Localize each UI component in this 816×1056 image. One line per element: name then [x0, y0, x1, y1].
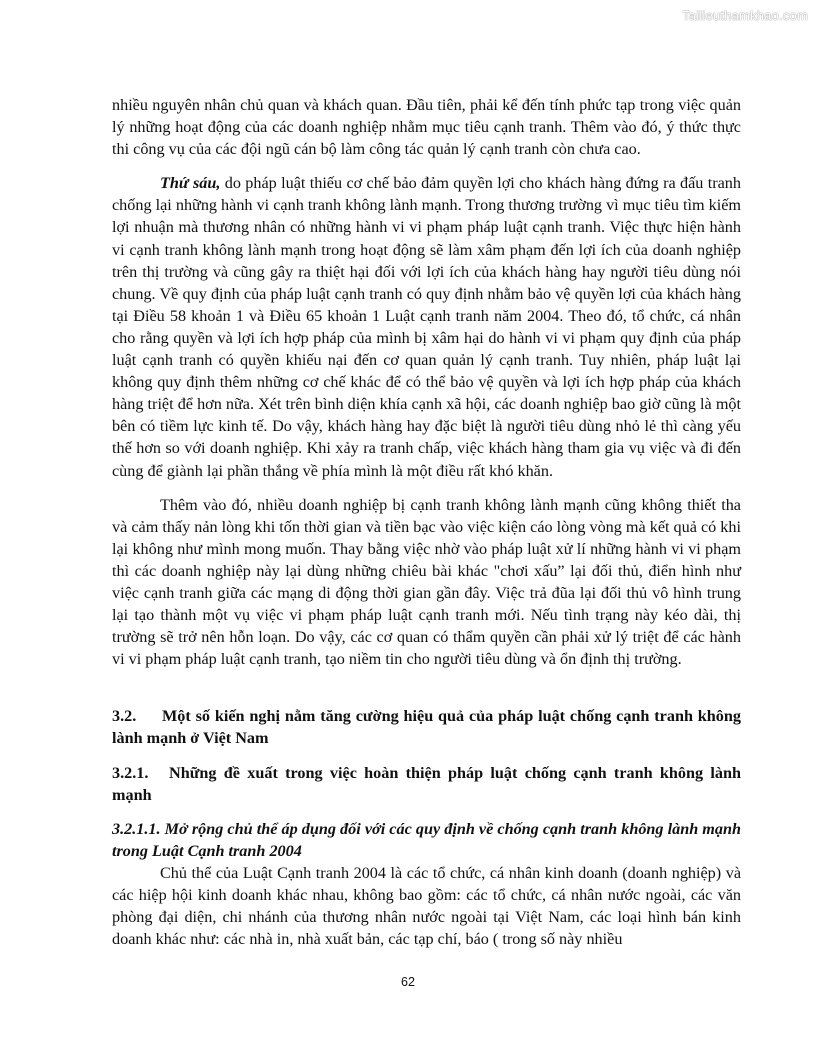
paragraph-4: Chủ thể của Luật Cạnh tranh 2004 là các tổ chức, cá nhân kinh doanh (doanh nghiệp) và các hiệp hội kinh doanh khác nhau, không bao gồm: các tổ chức, cá nhân nước ngoài, các văn phòng đại diện, chi nhánh của thương nhân nước ngoài tại Việt Nam, các loại hình bán kinh doanh khác như: các nhà in, nhà xuất bản, các tạp chí, báo ( trong số này nhiều	[112, 863, 741, 949]
paragraph-1: nhiều nguyên nhân chủ quan và khách quan. Đầu tiên, phải kể đến tính phức tạp trong việc quản lý những hoạt động của các doanh nghiệp nhằm mục tiêu cạnh tranh. Thêm vào đó, ý thức thực thi công vụ của các đội ngũ cán bộ làm công tác quản lý cạnh tranh còn chưa cao.	[112, 96, 741, 159]
heading-3-2-1-text: Những đề xuất trong việc hoàn thiện pháp luật chống cạnh tranh không lành mạnh	[112, 763, 741, 804]
paragraph-2-body: do pháp luật thiếu cơ chế bảo đảm quyền lợi cho khách hàng đứng ra đấu tranh chống lại những hành vi cạnh tranh không lành mạnh. Trong thương trường vì mục tiêu tìm kiếm lợi nhuận mà thương nhân có những hành vi vi phạm pháp luật cạnh tranh. Việc thực hiện hành vi cạnh tranh không lành mạnh trong hoạt động sẽ làm xâm phạm đến lợi ích của doanh nghiệp trên thị trường và cũng gây ra thiệt hại đối với lợi ích của khách hàng hay người tiêu dùng nói chung. Về quy định của pháp luật cạnh tranh có quy định nhằm bảo vệ quyền lợi của khách hàng tại Điều 58 khoản 1 và Điều 65 khoản 1 Luật cạnh tranh năm 2004. Theo đó, tổ chức, cá nhân cho rằng quyền và lợi ích hợp pháp của mình bị xâm hại do hành vi vi phạm quy định của pháp luật cạnh tranh có quyền khiếu nại đến cơ quan quản lý cạnh tranh. Tuy nhiên, pháp luật lại không quy định thêm những cơ chế khác để có thể bảo vệ quyền và lợi ích hợp pháp của khách hàng triệt để hơn nữa. Xét trên bình diện khía cạnh xã hội, các doanh nghiệp bao giờ cũng là một bên có tiềm lực kinh tế. Do vậy, khách hàng hay đặc biệt là người tiêu dùng nhỏ lẻ thì càng yếu thế hơn so với doanh nghiệp. Khi xảy ra tranh chấp, việc khách hàng tham gia vụ việc và đi đến cùng để giành lại phần thắng về phía mình là một điều rất khó khăn.	[112, 174, 741, 480]
document-body	[112, 94, 741, 950]
heading-3-2-text: Một số kiến nghị nằm tăng cường hiệu quả của pháp luật chống cạnh tranh không lành mạnh ở Việt Nam	[112, 707, 741, 748]
paragraph-2-lead: Thứ sáu,	[160, 174, 221, 193]
page-number: 62	[401, 975, 415, 989]
heading-3-2-1	[112, 762, 741, 806]
heading-3-2	[112, 705, 741, 749]
watermark: Tailieuthamkhao.com	[682, 8, 808, 23]
paragraph-2	[112, 172, 741, 481]
paragraph-3: Thêm vào đó, nhiều doanh nghiệp bị cạnh tranh không lành mạnh cũng không thiết tha và cảm thấy nản lòng khi tốn thời gian và tiền bạc vào việc kiện cáo lòng vòng mà kết quả có khi lại không như mình mong muốn. Thay bằng việc nhờ vào pháp luật xử lí những hành vi vi phạm thì các doanh nghiệp này lại dùng những chiêu bài khác "chơi xấu” lại đối thủ, điển hình như việc cạnh tranh giữa các mạng di động thời gian gần đây. Việc trả đũa lại đối thủ vô hình trung lại tạo thành một vụ việc vi phạm pháp luật cạnh tranh mới. Nếu tình trạng này kéo dài, thị trường sẽ trở nên hỗn loạn. Do vậy, các cơ quan có thẩm quyền cần phải xử lý triệt để các hành vi vi phạm pháp luật cạnh tranh, tạo niềm tin cho người tiêu dùng và ổn định thị trường.	[112, 495, 741, 669]
heading-3-2-1-1: 3.2.1.1. Mở rộng chủ thể áp dụng đối với các quy định về chống cạnh tranh không lành mạnh trong Luật Cạnh tranh 2004	[112, 819, 741, 860]
heading-3-2-number: 3.2.	[112, 707, 137, 726]
heading-3-2-1-number: 3.2.1.	[112, 763, 149, 782]
